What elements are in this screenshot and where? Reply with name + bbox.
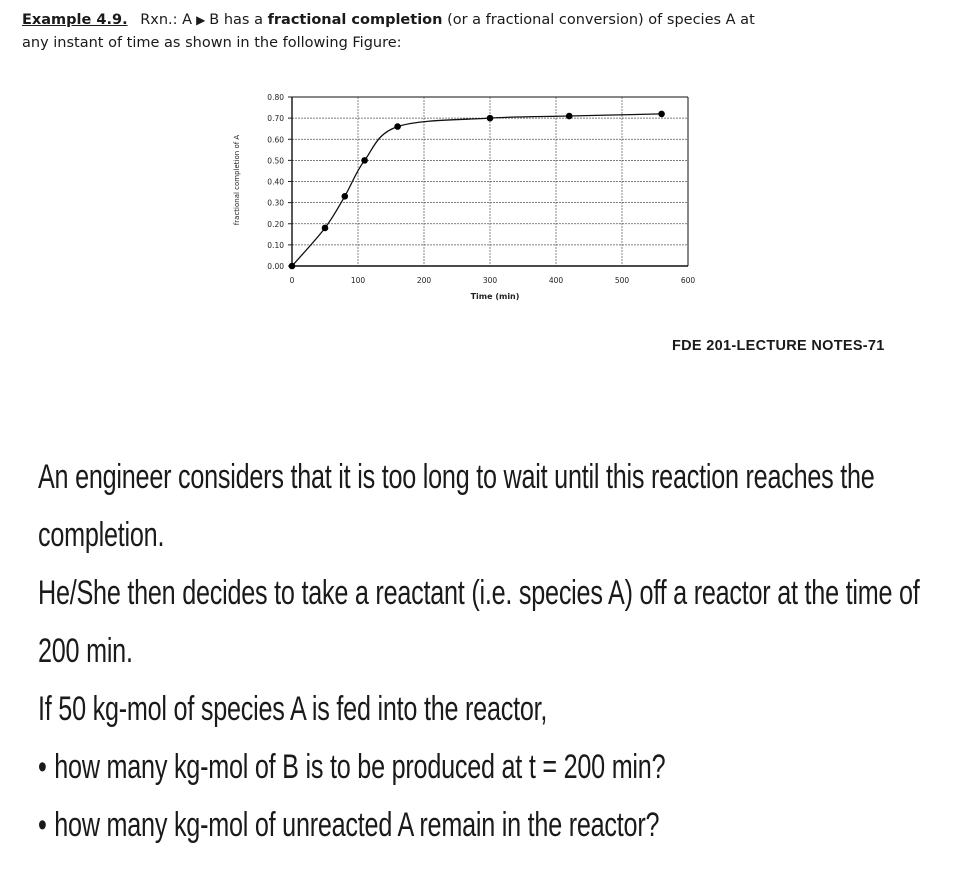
- y-tick-label: 0.20: [267, 219, 284, 229]
- grid-layer: [292, 97, 688, 266]
- data-point: [566, 113, 573, 120]
- y-tick-label: 0.60: [267, 135, 284, 145]
- x-tick-label: 300: [482, 276, 498, 285]
- x-tick-label: 500: [614, 276, 630, 285]
- y-tick-label: 0.10: [267, 240, 284, 250]
- completion-chart: [225, 85, 705, 315]
- y-axis-title: fractional completion of A: [233, 134, 241, 226]
- question-para1-line2: completion.: [38, 516, 165, 554]
- bullet2-text: how many kg-mol of unreacted A remain in the reactor?: [54, 806, 660, 844]
- example-header-line: [22, 10, 952, 30]
- data-point: [361, 157, 368, 164]
- reaction-arrow-icon: ▶: [196, 13, 206, 27]
- species-a: A: [182, 12, 193, 28]
- question-bullet2: [38, 796, 719, 854]
- lecture-footer-note: FDE 201-LECTURE NOTES-71: [672, 338, 885, 354]
- bullet-dot: •: [38, 806, 47, 844]
- data-point: [487, 115, 494, 122]
- species-b-text: B has a: [209, 12, 263, 28]
- y-tick-label: 0.30: [267, 198, 284, 208]
- data-point: [289, 263, 296, 270]
- question-para2-line1: He/She then decides to take a reactant (i.e. species A) off a reactor at the time of: [38, 574, 920, 612]
- question-para2-line2: 200 min.: [38, 632, 133, 670]
- x-tick-label: 100: [350, 276, 366, 285]
- bullet1-text: how many kg-mol of B is to be produced at t = 200 min?: [54, 748, 666, 786]
- bullet-dot: •: [38, 748, 47, 786]
- data-point: [322, 225, 329, 232]
- example-header-line2: any instant of time as shown in the following Figure:: [22, 35, 402, 51]
- series-line: [292, 114, 662, 266]
- y-tick-label: 0.50: [267, 156, 284, 166]
- example-label: Example 4.9.: [22, 12, 128, 28]
- series-layer: [289, 111, 665, 270]
- y-tick-label: 0.70: [267, 114, 284, 124]
- y-tick-label: 0.40: [267, 177, 284, 187]
- x-tick-label: 0: [289, 276, 295, 285]
- question-para1-line1: An engineer considers that it is too long to wait until this reaction reaches the: [38, 458, 875, 496]
- ticks-layer: [267, 93, 695, 285]
- data-point: [658, 111, 665, 118]
- question-para3: If 50 kg-mol of species A is fed into the reactor,: [38, 690, 548, 728]
- x-tick-label: 400: [548, 276, 564, 285]
- data-point: [342, 193, 349, 200]
- x-tick-label: 200: [416, 276, 432, 285]
- x-axis-title: Time (min): [470, 292, 520, 301]
- header-rest: (or a fractional conversion) of species A at: [447, 12, 755, 28]
- rxn-prefix: Rxn.:: [140, 12, 178, 28]
- y-tick-label: 0.80: [267, 93, 284, 102]
- y-tick-label: 0.00: [267, 262, 284, 271]
- data-point: [394, 123, 401, 130]
- question-bullet1: [38, 738, 719, 796]
- x-tick-label: 600: [680, 276, 696, 285]
- bold-phrase: fractional completion: [267, 12, 443, 28]
- question-block: [38, 448, 920, 854]
